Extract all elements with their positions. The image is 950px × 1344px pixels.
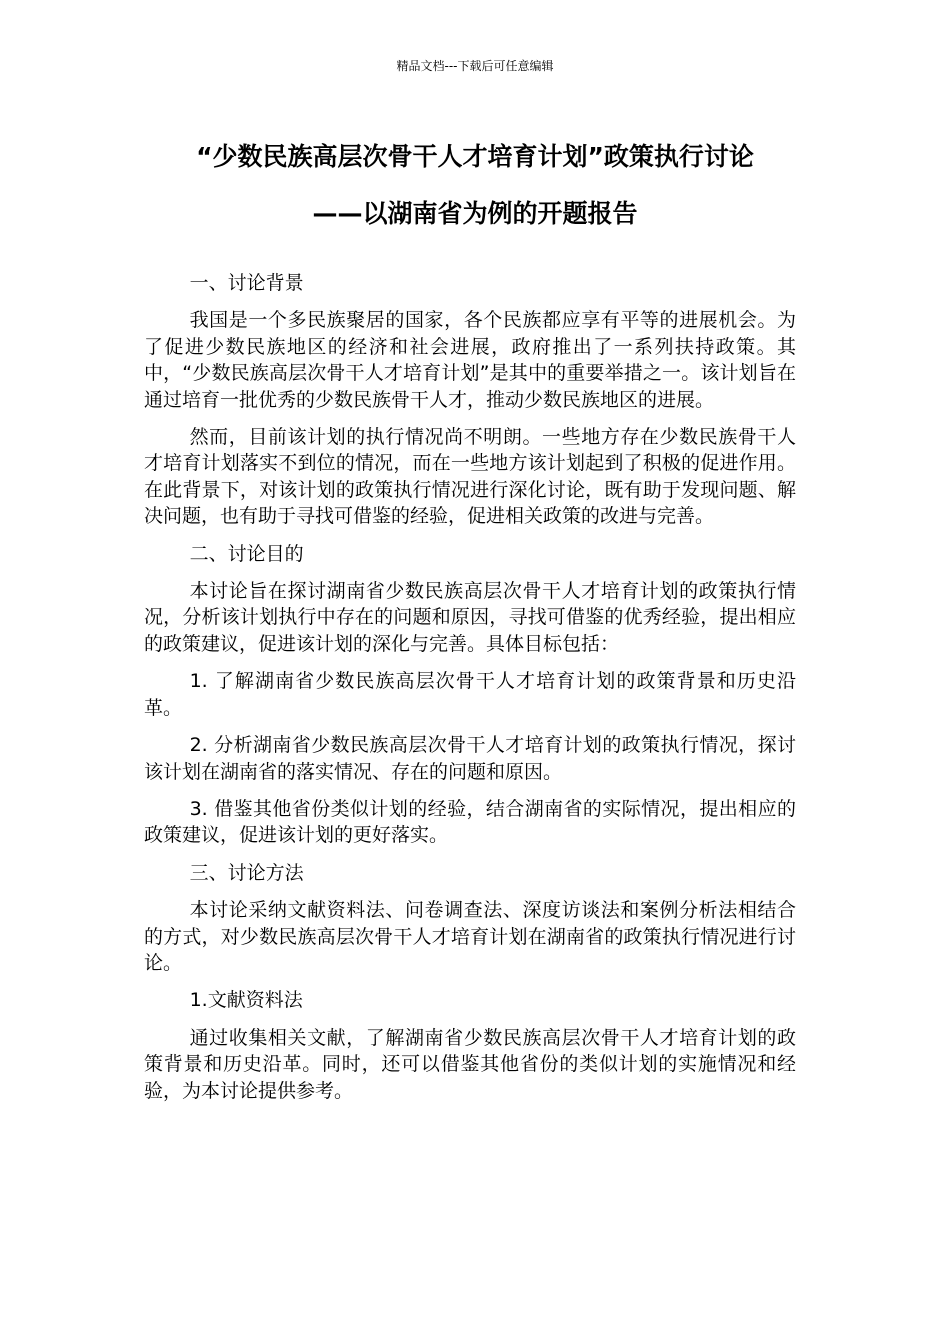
list-item-objective-3: 3. 借鉴其他省份类似计划的经验，结合湖南省的实际情况，提出相应的政策建议，促进该计划的更好落实。 xyxy=(144,797,796,847)
section-heading-method: 三、讨论方法 xyxy=(189,861,304,884)
list-item-objective-1: 1. 了解湖南省少数民族高层次骨干人才培育计划的政策背景和历史沿革。 xyxy=(144,670,796,719)
document-body xyxy=(144,270,796,1115)
document-subtitle: ——以湖南省为例的开题报告 xyxy=(312,199,638,228)
section-heading-background: 一、讨论背景 xyxy=(189,272,304,294)
paragraph-purpose: 本讨论旨在探讨湖南省少数民族高层次骨干人才培育计划的政策执行情况，分析该计划执行中存在的问题和原因，寻找可借鉴的优秀经验，提出相应的政策建议，促进该计划的深化与完善。具体目标包括： xyxy=(144,580,796,655)
paragraph-method: 本讨论采纳文献资料法、问卷调查法、深度访谈法和案例分析法相结合的方式，对少数民族高层次骨干人才培育计划在湖南省的政策执行情况进行讨论。 xyxy=(144,899,796,974)
section-heading-purpose: 二、讨论目的 xyxy=(189,542,304,565)
list-item-objective-2: 2. 分析湖南省少数民族高层次骨干人才培育计划的政策执行情况，探讨该计划在湖南省的落实情况、存在的问题和原因。 xyxy=(144,734,796,783)
paragraph-background-2: 然而，目前该计划的执行情况尚不明朗。一些地方存在少数民族骨干人才培育计划落实不到位的情况，而在一些地方该计划起到了积极的促进作用。在此背景下，对该计划的政策执行情况进行深化讨论，既有助于发现问题、解决问题，也有助于寻找可借鉴的经验，促进相关政策的改进与完善。 xyxy=(144,426,796,528)
subheading-literature-method: 1.文献资料法 xyxy=(189,989,303,1012)
paragraph-literature-method: 通过收集相关文献，了解湖南省少数民族高层次骨干人才培育计划的政策背景和历史沿革。同时，还可以借鉴其他省份的类似计划的实施情况和经验，为本讨论提供参考。 xyxy=(144,1026,796,1102)
document-title: “少数民族高层次骨干人才培育计划”政策执行讨论 xyxy=(196,142,754,171)
paragraph-background-1: 我国是一个多民族聚居的国家，各个民族都应享有平等的进展机会。为了促进少数民族地区的经济和社会进展，政府推出了一系列扶持政策。其中，“少数民族高层次骨干人才培育计划”是其中的重要举措之一。该计划旨在通过培育一批优秀的少数民族骨干人才，推动少数民族地区的进展。 xyxy=(144,309,796,411)
document-header-note: 精品文档---下载后可任意编辑 xyxy=(396,59,554,73)
